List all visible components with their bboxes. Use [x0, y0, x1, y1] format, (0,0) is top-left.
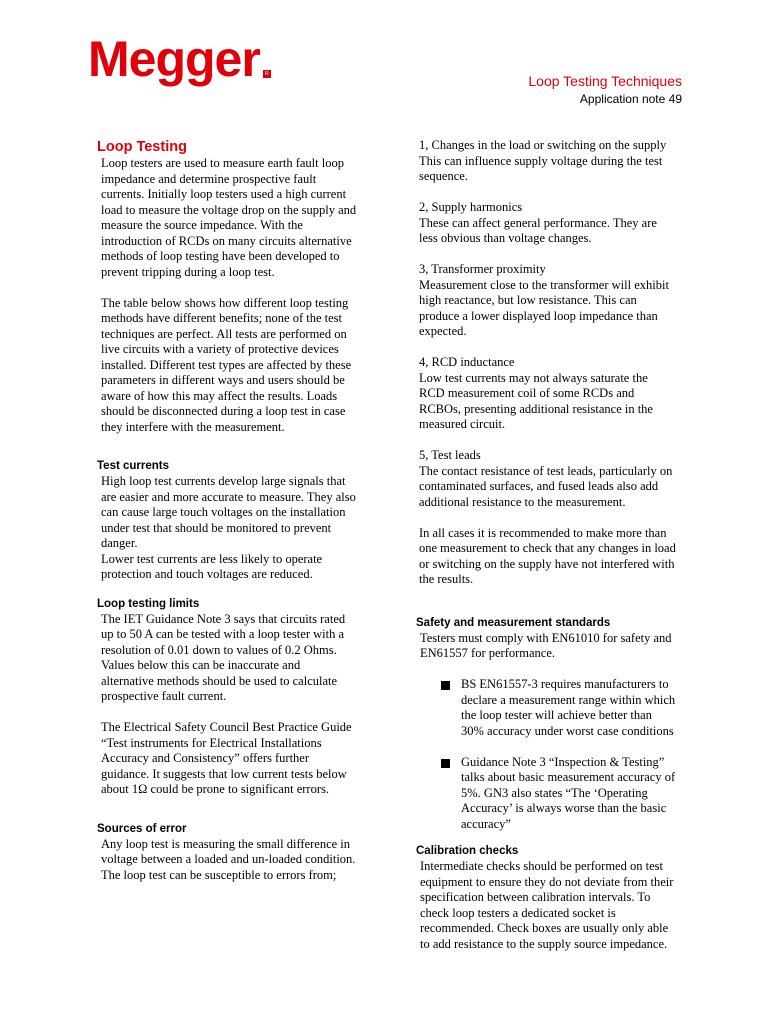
- error-item-3: 3, Transformer proximity Measurement close to the transformer will exhibit high reactance, but low resistance. This can produce a lower displayed loop impedance than expected.: [419, 262, 669, 338]
- document-subtitle: Application note 49: [579, 92, 682, 106]
- logo-text: Megger: [88, 31, 260, 87]
- bullet-item: [416, 677, 694, 739]
- intro-paragraph: Loop testers are used to measure earth fault loop impedance and determine prospective fault currents. Initially loop testers used a high current load to measure the voltage drop on the supply and measure the source impedance. With the introduction of RCDs on many circuits alternative methods of loop testing have been developed to prevent tripping during a loop test.: [101, 156, 357, 279]
- section-title: Loop Testing: [97, 139, 187, 155]
- registered-mark-icon: R: [263, 70, 271, 78]
- heading-safety-standards: Safety and measurement standards: [416, 616, 611, 629]
- bullet-item: [416, 755, 694, 833]
- error-item-1: 1, Changes in the load or switching on the supply This can influence supply voltage during the test sequence.: [419, 138, 667, 183]
- error-item-5: 5, Test leads The contact resistance of test leads, particularly on contaminated surfaces, and fused leads also add additional resistance to the measurement.: [419, 448, 673, 509]
- square-bullet-icon: [441, 759, 450, 768]
- error-item-4: 4, RCD inductance Low test currents may not always saturate the RCD measurement coil of some RCDs and RCBOs, presenting additional resistance in the measured circuit.: [419, 355, 653, 431]
- right-column: [416, 138, 694, 952]
- megger-logo: [88, 31, 271, 87]
- test-currents-paragraph: High loop test currents develop large signals that are easier and more accurate to measure. They also can cause large touch voltages on the installation under test that should be monitored to prevent danger. Lower test currents are less likely to operate protection and touch voltages are reduced.: [101, 474, 356, 581]
- table-paragraph: The table below shows how different loop testing methods have different benefits; none of the test techniques are perfect. All tests are performed on live circuits with a variety of protective devices installed. Different test types are affected by these parameters in different ways and users should be aware of how this may affect the results. Loads should be disconnected during a loop test in case they interfere with the measurement.: [101, 295, 352, 434]
- document-title: Loop Testing Techniques: [528, 73, 682, 89]
- all-cases-paragraph: In all cases it is recommended to make more than one measurement to check that any changes in load or switching on the supply have not interfered with the results.: [419, 525, 676, 586]
- errors-paragraph: Any loop test is measuring the small difference in voltage between a loaded and un-loaded condition. The loop test can be susceptible to errors from;: [101, 836, 356, 882]
- limits-paragraph: The IET Guidance Note 3 says that circuits rated up to 50 A can be tested with a loop tester with a resolution of 0.01 down to values of 0.2 Ohms. Values below this can be inaccurate and alternative methods should be used to calculate prospective fault current.: [101, 611, 346, 703]
- esc-paragraph: The Electrical Safety Council Best Practice Guide “Test instruments for Electrical Installations Accuracy and Consistency” offers further guidance. It suggests that low current tests below about 1Ω could be prone to significant errors.: [101, 720, 352, 796]
- heading-calibration-checks: Calibration checks: [416, 845, 519, 857]
- heading-test-currents: Test currents: [97, 460, 170, 472]
- heading-sources-of-error: Sources of error: [97, 822, 187, 835]
- safety-paragraph: Testers must comply with EN61010 for safety and EN61557 for performance.: [420, 630, 672, 660]
- calibration-paragraph: Intermediate checks should be performed on test equipment to ensure they do not deviate from their specification between calibration intervals. To check loop testers a dedicated socket is recommended. Check boxes are usually only able to add resistance to the supply source impedance.: [420, 859, 674, 951]
- square-bullet-icon: [441, 681, 450, 690]
- heading-loop-testing-limits: Loop testing limits: [97, 597, 200, 610]
- error-item-2: 2, Supply harmonics These can affect general performance. They are less obvious than voltage changes.: [419, 200, 657, 245]
- bullet-text: BS EN61557-3 requires manufacturers to declare a measurement range within which the loop tester will achieve better than 30% accuracy under worst case conditions: [461, 677, 676, 738]
- left-column: [97, 138, 377, 883]
- bullet-text: Guidance Note 3 “Inspection & Testing” talks about basic measurement accuracy of 5%. GN3 also states “The ‘Operating Accuracy’ is always worse than the basic accuracy”: [461, 754, 676, 831]
